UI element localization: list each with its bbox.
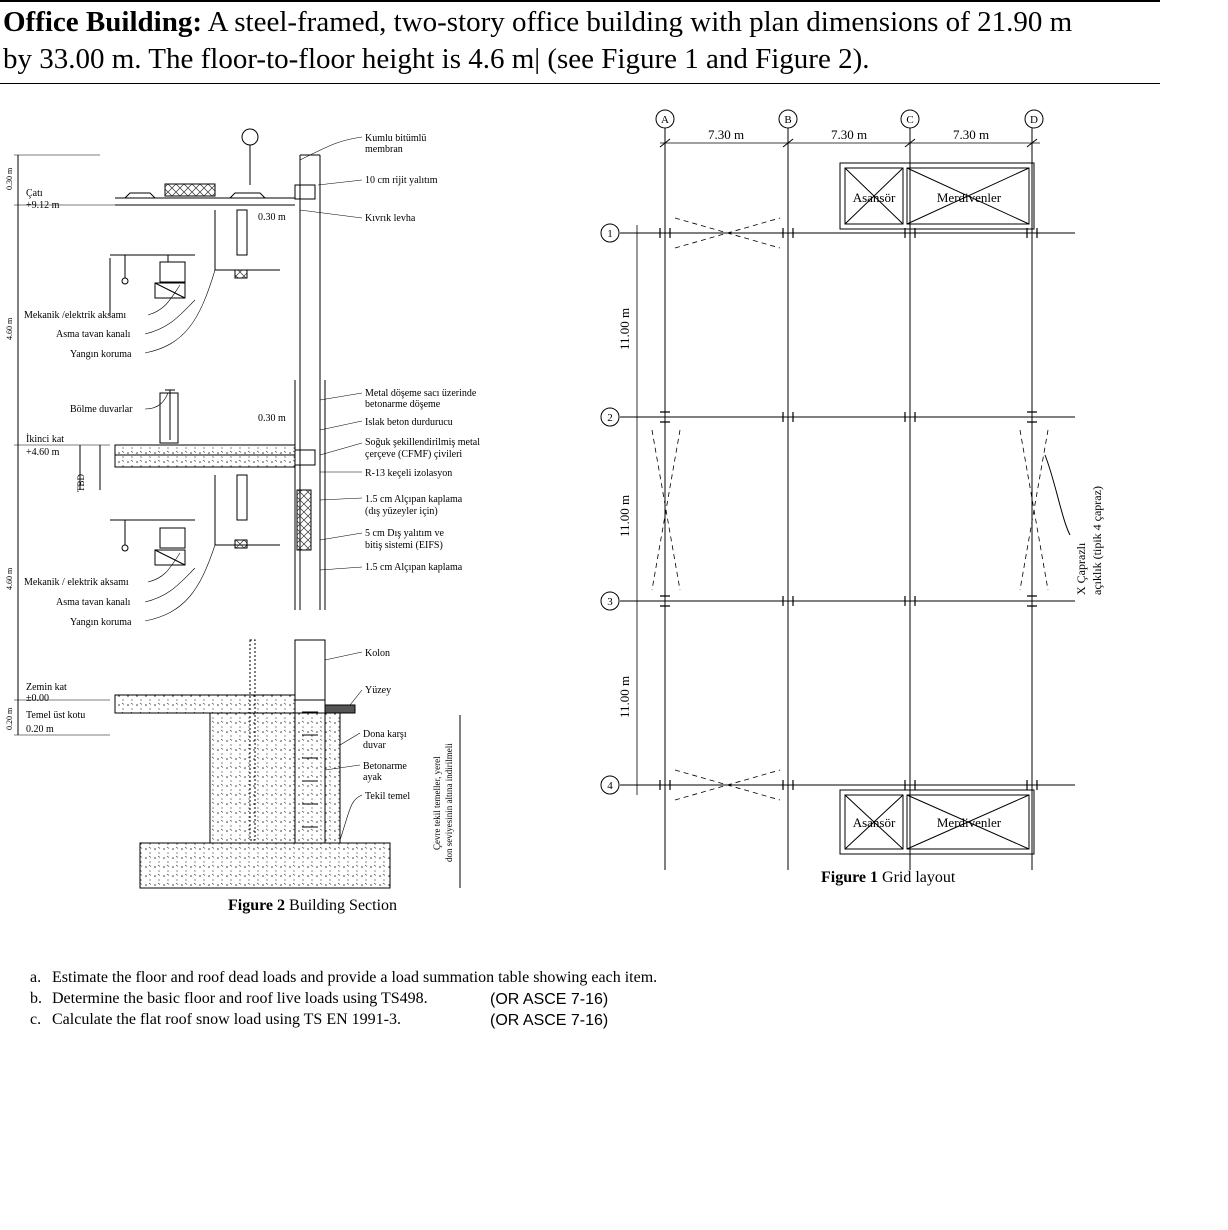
grid-bubble-C: C [906, 114, 914, 126]
elevator-label-bottom: Asansör [852, 815, 896, 830]
question-c-label: c. [30, 1011, 42, 1028]
question-b-text: Determine the basic floor and roof live loads using TS498. [52, 990, 428, 1007]
statement-line-1: A steel-framed, two-story office building with plan dimensions of 21.90 m [201, 6, 1073, 38]
roof-edge-dim: 0.30 m [258, 212, 286, 223]
cfmf-label-2: çerçeve (CFMF) çivileri [365, 449, 463, 460]
grid-bubble-1: 1 [607, 228, 613, 240]
brace-label-2: açıklık (tipik 4 çapraz) [1090, 486, 1104, 595]
tbd-label: TBD [76, 474, 86, 492]
elevator-label-top: Asansör [852, 190, 896, 205]
wet-stop-label: Islak beton durdurucu [365, 417, 453, 428]
roof-elev-label: +9.12 m [26, 200, 60, 211]
question-c-text: Calculate the flat roof snow load using TS EN 1991-3. [52, 1011, 401, 1028]
batt-label: R-13 keçeli izolasyon [365, 468, 453, 479]
gyp-ext-label-1: 1.5 cm Alçıpan kaplama [365, 494, 463, 505]
question-c-alt: (OR ASCE 7-16) [490, 1012, 609, 1029]
figure-2-caption [228, 897, 397, 915]
grid-bubble-B: B [784, 114, 792, 126]
footing-elev-label: 0.20 m [26, 724, 54, 735]
figure-1-text: Grid layout [878, 869, 956, 886]
column-label: Kolon [365, 648, 390, 659]
floor-edge-dim: 0.30 m [258, 413, 286, 424]
figure-2-number: Figure 2 [228, 897, 286, 914]
figure-1-caption [821, 869, 955, 887]
vertical-note-1: Çevre tekil temeller, yerel [432, 756, 442, 850]
bay-dim-x-3: 7.30 m [952, 127, 990, 142]
statement-title: Office Building: [3, 6, 202, 38]
frost-label-2: duvar [363, 740, 386, 751]
dim-bottom-label: 0.20 m [5, 707, 14, 730]
gyp-ext-label-2: (dış yüzeyler için) [365, 506, 438, 517]
question-list [30, 967, 750, 1030]
pier-label-1: Betonarme [363, 761, 407, 772]
statement-line-2: by 33.00 m. The floor-to-floor height is 4.6 m| (see Figure 1 and Figure 2). [3, 43, 870, 75]
second-elev-label: +4.60 m [26, 447, 60, 458]
membrane-label-2: membran [365, 144, 403, 155]
footing-top-label: Temel üst kotu [26, 710, 86, 721]
eifs-label-1: 5 cm Dış yalıtım ve [365, 528, 444, 539]
partition-label: Bölme duvarlar [70, 404, 133, 415]
pier-label-2: ayak [363, 772, 382, 783]
footing-label: Tekil temel [365, 791, 411, 802]
second-level-label: İkinci kat [26, 434, 65, 445]
bay-dim-x-2: 7.30 m [830, 127, 868, 142]
question-a-text: Estimate the floor and roof dead loads and provide a load summation table showing each item. [52, 969, 658, 986]
grade-label: Yüzey [365, 685, 392, 696]
question-c [30, 1009, 750, 1030]
bay-dim-y-3: 11.00 m [617, 675, 632, 718]
dim-story-upper-label: 4.60 m [5, 317, 14, 340]
figure-2-text: Building Section [285, 897, 398, 914]
grid-bubble-A: A [661, 114, 669, 126]
fire-label-2: Yangın koruma [70, 617, 132, 628]
eifs-label-2: bitiş sistemi (EIFS) [365, 540, 443, 551]
deck-label-2: betonarme döşeme [365, 399, 441, 410]
question-b [30, 988, 750, 1009]
gyp-label: 1.5 cm Alçıpan kaplama [365, 562, 463, 573]
x-bracing [652, 218, 1048, 800]
roof-level-label: Çatı [26, 188, 43, 199]
dim-top-label: 0.30 m [5, 167, 14, 190]
deck-label-1: Metal döşeme sacı üzerinde [365, 388, 477, 399]
question-a-label: a. [30, 969, 42, 986]
grid-bubble-2: 2 [607, 412, 613, 424]
flashing-label: Kıvrık levha [365, 213, 416, 224]
grid-layout-figure [601, 110, 1075, 870]
fire-label-1: Yangın koruma [70, 349, 132, 360]
bay-dim-x-1: 7.30 m [707, 127, 745, 142]
stairs-label-top: Merdivenler [936, 190, 1002, 205]
question-b-alt: (OR ASCE 7-16) [490, 991, 609, 1008]
cfmf-label-1: Soğuk şekillendirilmiş metal [365, 437, 480, 448]
mech-label-1: Mekanik /elektrik aksamı [24, 310, 127, 321]
membrane-label-1: Kumlu bitümlü [365, 133, 427, 144]
figure-1-number: Figure 1 [821, 869, 879, 886]
insulation-label: 10 cm rijit yalıtım [365, 175, 438, 186]
question-a [30, 967, 750, 988]
ceiling-label-2: Asma tavan kanalı [56, 597, 131, 608]
vertical-note-2: don seviyesinin altına indirilmeli [444, 743, 454, 862]
bay-dim-y-2: 11.00 m [617, 494, 632, 537]
ground-level-label: Zemin kat [26, 682, 67, 693]
ceiling-label-1: Asma tavan kanalı [56, 329, 131, 340]
ground-elev-label: ±0.00 [26, 693, 49, 704]
bay-dim-y-1: 11.00 m [617, 307, 632, 350]
mech-label-2: Mekanik / elektrik aksamı [24, 577, 129, 588]
grid-bubble-4: 4 [607, 780, 613, 792]
grid-bubble-3: 3 [607, 596, 613, 608]
question-b-label: b. [30, 990, 42, 1007]
frost-label-1: Dona karşı [363, 729, 407, 740]
stairs-label-bottom: Merdivenler [936, 815, 1002, 830]
brace-label-1: X Çaprazlı [1074, 542, 1088, 595]
dim-story-lower-label: 4.60 m [5, 567, 14, 590]
grid-bubble-D: D [1030, 114, 1038, 126]
